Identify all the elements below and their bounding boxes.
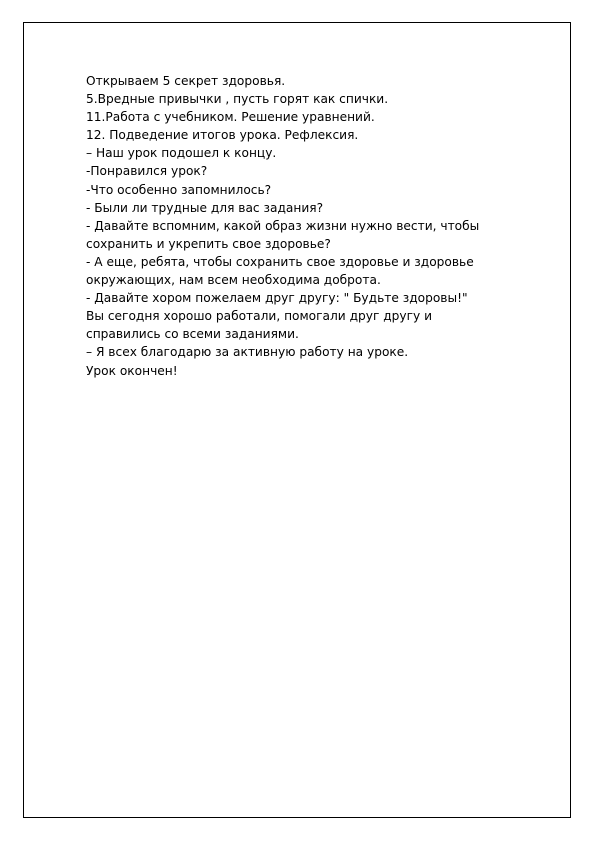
text-line: - Давайте вспомним, какой образ жизни нужно вести, чтобы (86, 218, 480, 233)
text-line: - Были ли трудные для вас задания? (86, 200, 324, 215)
document-text (86, 72, 546, 380)
text-line: - Давайте хором пожелаем друг другу: " Будьте здоровы!" (86, 291, 468, 306)
text-line: -Понравился урок? (86, 164, 208, 179)
text-line: - А еще, ребята, чтобы сохранить свое здоровье и здоровье (86, 254, 474, 269)
text-line: окружающих, нам всем необходима доброта. (86, 273, 381, 288)
text-line: справились со всеми заданиями. (86, 327, 299, 342)
text-line: Открываем 5 секрет здоровья. (86, 74, 286, 88)
text-line: – Я всех благодарю за активную работу на уроке. (86, 345, 409, 360)
text-line: – Наш урок подошел к концу. (86, 146, 277, 161)
text-line: 11.Работа с учебником. Решение уравнений. (86, 110, 375, 125)
text-line: сохранить и укрепить свое здоровье? (86, 236, 331, 251)
text-line: Вы сегодня хорошо работали, помогали друг другу и (86, 309, 433, 324)
text-line: -Что особенно запомнилось? (86, 182, 272, 197)
text-line: 12. Подведение итогов урока. Рефлексия. (86, 128, 359, 143)
text-line: Урок окончен! (86, 363, 178, 378)
text-line: 5.Вредные привычки , пусть горят как спички. (86, 92, 389, 107)
